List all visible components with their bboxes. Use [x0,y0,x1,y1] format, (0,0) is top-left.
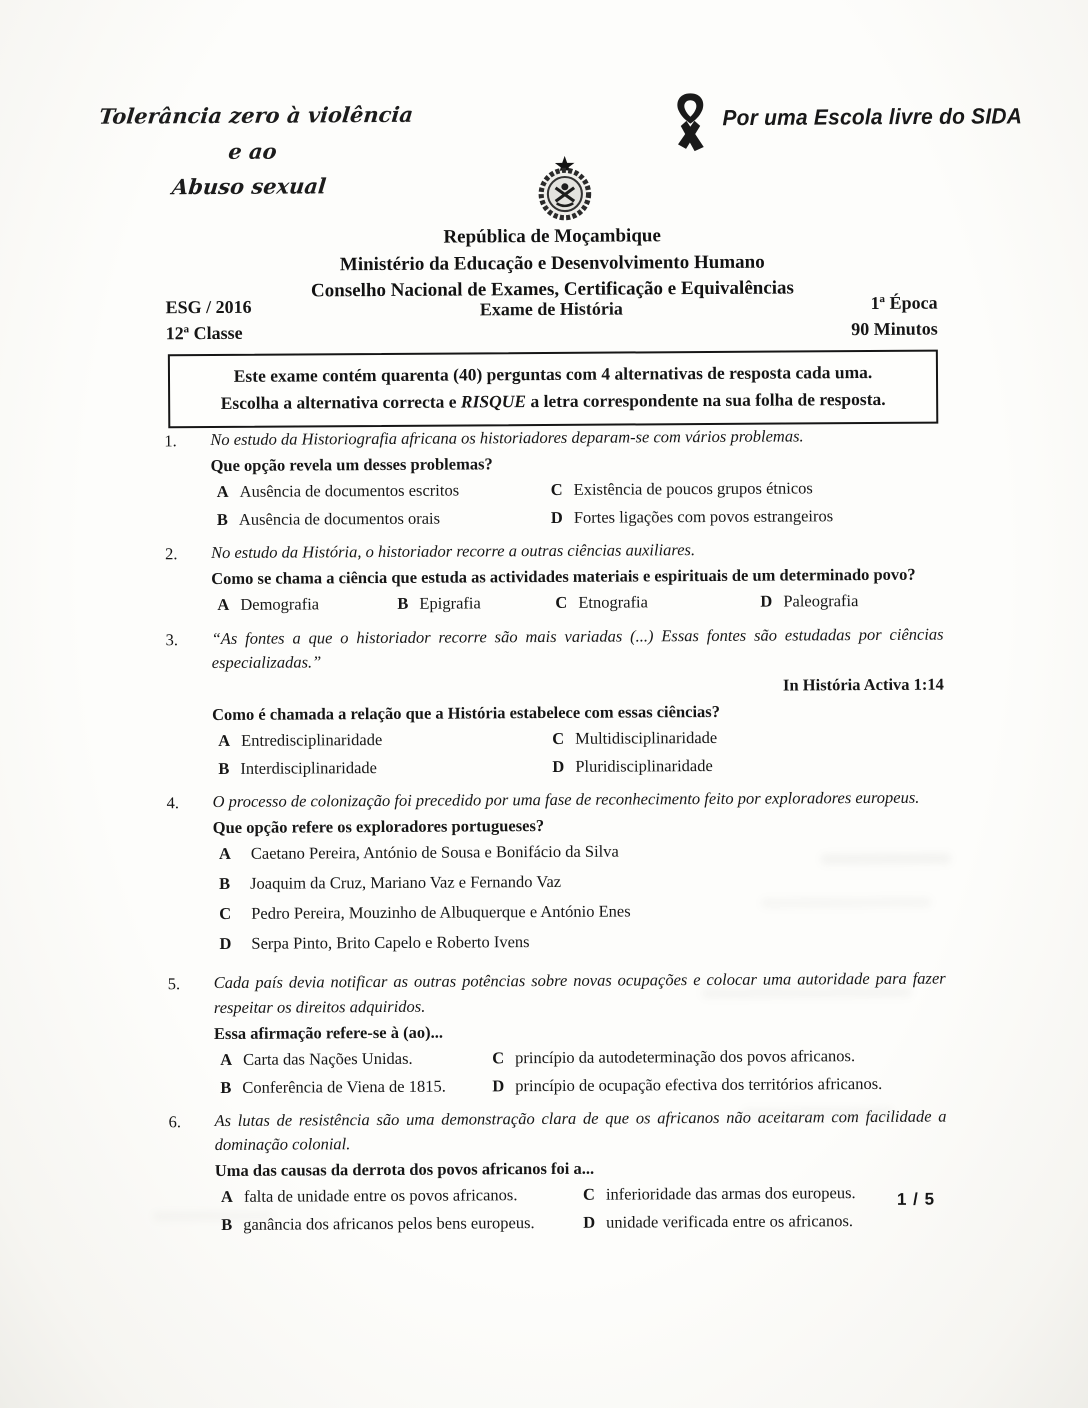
option-3A [218,727,552,753]
option-text: Entredisciplinaridade [241,729,383,750]
option-letter: A [220,1049,233,1069]
handwritten-note-line1: Tolerância zero à violência e ao [97,101,415,164]
question-3-options [218,724,944,781]
ministry-line: Ministério da Educação e Desenvolvimento Humano [339,251,765,275]
option-text: Ausência de documentos escritos [239,480,460,502]
option-text: Serpa Pinto, Brito Capelo e Roberto Ivens [251,932,530,954]
campaign-banner [664,89,1022,155]
option-text: Fortes ligações com povos estrangeiros [573,506,834,528]
question-2-options [217,589,943,618]
question-2-prompt: Como se chama a ciência que estuda as actividades materiais e espirituais de um determinado povo? [211,565,916,589]
option-letter: B [218,758,230,778]
question-1 [164,424,943,533]
question-2-number: 2. [165,544,178,564]
exam-meta-left [165,294,251,347]
republic-line: República de Moçambique [443,225,661,248]
exam-grade: 12ª Classe [165,322,243,344]
option-letter: C [552,728,565,748]
option-letter: A [217,595,230,615]
option-6B [221,1211,583,1237]
option-letter: D [492,1076,505,1096]
awareness-ribbon-icon [664,91,716,155]
option-text: Ausência de documentos orais [238,508,441,530]
option-text: princípio de ocupação efectiva dos territórios africanos. [515,1073,883,1095]
campaign-slogan: Por uma Escola livre do SIDA [722,104,1023,131]
question-1-stem: No estudo da Historiografia africana os historiadores deparam-se com vários problemas. [210,426,804,450]
option-letter: D [219,934,232,954]
handwritten-note [87,97,418,206]
council-line: Conselho Nacional de Exames, Certificação e Equivalências [310,277,794,302]
exam-meta-right [851,290,938,343]
exam-program: ESG / 2016 [165,296,252,318]
option-text: Pluridisciplinaridade [575,755,713,776]
question-5-stem: Cada país devia notificar as outras potências sobre novas ocupações e colocar uma autoridade para fazer respeitar os direitos adquiridos. [213,969,946,1017]
question-5-prompt: Essa afirmação refere-se à (ao)... [213,1022,443,1043]
instructions-line2-emphasis: RISQUE [460,391,527,412]
instructions-line1: Este exame contém quarenta (40) perguntas com 4 alternativas de resposta cada uma. [233,361,873,386]
option-text: inferioridade das armas dos europeus. [605,1183,856,1204]
option-text: falta de unidade entre os povos africanos. [243,1185,518,1206]
option-text: Interdisciplinaridade [240,757,377,778]
option-5A [220,1046,492,1072]
exam-title: Exame de História [479,298,623,320]
scan-bleed-artifact [761,898,931,908]
option-text: Epigrafia [419,593,481,614]
option-letter: B [221,1215,233,1235]
option-letter: A [218,844,231,864]
option-2C [555,590,760,615]
question-1-number: 1. [164,431,177,451]
question-3-number: 3. [165,629,179,649]
option-1B [217,506,551,532]
question-5-options [220,1043,946,1100]
question-2 [165,537,943,618]
scan-bleed-artifact [153,1212,273,1221]
option-5B [220,1074,492,1100]
option-letter: A [218,730,231,750]
question-5-number: 5. [167,974,181,994]
option-letter: C [582,1184,595,1204]
option-3C [552,724,944,750]
scan-bleed-artifact [742,1108,892,1118]
instructions-box [168,350,938,429]
question-3-source: In História Activa 1:14 [782,674,944,695]
option-text: Pedro Pereira, Mouzinho de Albuquerque e António Enes [251,901,631,924]
option-text: unidade verificada entre os africanos. [606,1211,854,1232]
instructions-line2-suffix: a letra correspondente na sua folha de resposta. [526,389,886,412]
handwritten-note-line2: Abuso sexual [170,173,328,200]
option-1A [217,478,551,504]
option-6D [583,1209,947,1235]
page-number: 1 / 5 [896,1189,936,1209]
question-5 [168,967,947,1100]
question-3-stem: “As fontes a que o historiador recorre são mais variadas (...) Essas fontes são estudadas por ciências especializadas.” [211,624,944,672]
option-5D [492,1071,946,1098]
exam-duration: 90 Minutos [851,318,938,340]
option-letter: D [550,508,563,528]
option-letter: A [216,482,229,502]
option-letter: B [216,510,228,530]
option-text: Demografia [240,594,320,615]
question-6-number: 6. [168,1112,181,1132]
option-text: princípio da autodeterminação dos povos africanos. [515,1045,856,1067]
question-3 [166,622,945,781]
option-2D [760,589,943,614]
option-2A [217,592,397,617]
option-text: Joaquim da Cruz, Mariano Vaz e Fernando Vaz [250,872,562,894]
option-text: Conferência de Viena de 1815. [242,1076,446,1097]
question-6-prompt: Uma das causas da derrota dos povos africanos foi a... [214,1158,595,1181]
option-5C [492,1043,946,1070]
option-letter: B [220,1077,232,1097]
question-1-options [217,476,943,533]
option-text: Carta das Nações Unidas. [243,1048,413,1069]
option-1D [551,504,943,530]
question-6-stem: As lutas de resistência são uma demonstração clara de que os africanos não aceitaram com facilidade a dominação colonial. [214,1106,947,1154]
exam-meta-row [165,290,937,347]
scan-bleed-artifact [821,854,951,865]
option-3D [552,752,944,778]
option-1C [551,476,943,502]
option-3B [218,755,552,781]
option-letter: D [583,1212,596,1232]
option-letter: D [552,756,565,776]
option-letter: C [492,1047,505,1068]
questions-list [164,424,947,1247]
option-4D [219,928,945,957]
option-text: ganância dos africanos pelos bens europeus. [243,1213,535,1235]
exam-epoch: 1ª Época [870,292,938,313]
mozambique-emblem-icon [531,156,599,222]
option-text: Etnografia [578,592,649,613]
question-2-stem: No estudo da História, o historiador recorre a outras ciências auxiliares. [211,540,696,563]
option-2B [397,591,555,616]
option-text: Multidisciplinaridade [575,727,718,748]
question-4-prompt: Que opção refere os exploradores portugueses? [212,816,545,838]
question-1-prompt: Que opção revela um desses problemas? [210,454,493,476]
option-text: Paleografia [783,591,859,612]
option-text: Caetano Pereira, António de Sousa e Bonifácio da Silva [250,841,619,863]
question-6 [168,1104,947,1237]
scan-bleed-artifact [702,988,912,998]
option-letter: C [219,904,232,924]
question-4-number: 4. [166,793,180,813]
instructions-line2-prefix: Escolha a alternativa correcta e [220,391,461,414]
question-4 [167,786,946,963]
instructions-line2 [180,386,926,418]
question-3-prompt: Como é chamada a relação que a História estabelece com essas ciências? [211,701,720,724]
option-letter: B [219,874,231,894]
option-text: Existência de poucos grupos étnicos [573,478,813,499]
option-letter: A [220,1187,233,1207]
option-letter: B [397,594,409,614]
option-letter: C [550,480,563,500]
option-letter: D [760,592,773,612]
option-letter: C [555,593,568,613]
option-4B [219,868,945,897]
question-4-stem: O processo de colonização foi precedido por uma fase de reconhecimento feito por exploradores europeus. [212,787,920,812]
